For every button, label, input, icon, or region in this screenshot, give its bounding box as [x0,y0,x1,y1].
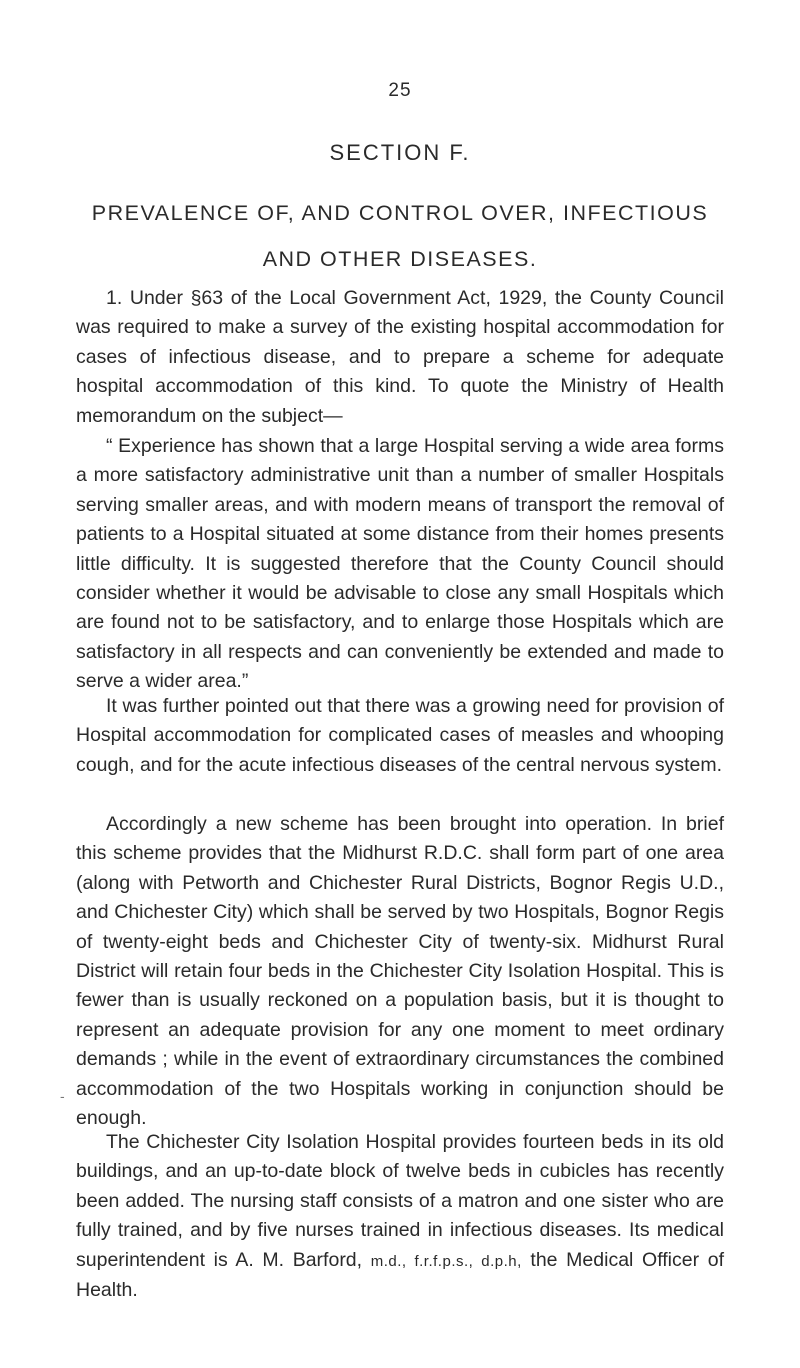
paragraph-5-degrees: m.d., f.r.f.p.s., d.p.h, [370,1252,522,1270]
margin-mark: - [60,1088,65,1104]
paragraph-2-quotation: “ Experience has shown that a large Hospital serving a wide area forms a more satisfactory administrative unit than a number of smaller Hospitals serving smaller areas, and with modern means of transport the removal of patients to a Hospital situated at some distance from their homes presents little difficulty. It is suggested therefore that the County Council should consider whether it would be advisable to close any small Hospitals which are found not to be satisfactory, and to enlarge those Hospitals which are satisfactory in all respects and can conveniently be extended and made to serve a wider area.” [76,435,724,693]
heading-line-2: AND OTHER DISEASES. [262,247,538,271]
paragraph-5-main: The Chichester City Isolation Hospital provides fourteen beds in its old buildings, and an up-to-date block of twelve beds in cubicles has recently been added. The nursing staff consists of a matron and one sister who are fully trained, and by five nurses trained in infectious diseases. Its medical superintendent is A. M. Barford, [76,1131,724,1271]
heading-line-1: PREVALENCE OF, AND CONTROL OVER, INFECTIOUS [91,201,709,225]
paragraph-3: It was further pointed out that there was a growing need for provision of Hospital accommodation for complicated cases of measles and whooping cough, and for the acute infectious diseases of the central nervous system. [76,695,724,776]
paragraph-5 [76,1128,724,1305]
section-title: SECTION F. [329,140,471,165]
paragraph-5-end: the Medical Officer of Health. [76,1248,725,1302]
paragraph-1: 1. Under §63 of the Local Government Act, 1929, the County Council was required to make a survey of the existing hospital accommodation for cases of infectious disease, and to prepare a scheme for adequate hospital accommodation of this kind. To quote the Ministry of Health memorandum on the subject— [76,287,724,427]
main-heading [75,190,725,282]
paragraph-4: Accordingly a new scheme has been brought into operation. In brief this scheme provides that the Midhurst R.D.C. shall form part of one area (along with Petworth and Chichester Rural Districts, Bognor Regis U.D., and Chichester City) which shall be served by two Hospitals, Bognor Regis of twenty-eight beds and Chichester City of twenty-six. Midhurst Rural District will retain four beds in the Chichester City Isolation Hospital. This is fewer than is usually reckoned on a population basis, but it is thought to represent an adequate provision for any one moment to meet ordinary demands ; while in the event of extraordinary circumstances the combined accommodation of the two Hospitals working in conjunction should be enough. [76,813,724,1130]
page-number: 25 [388,80,412,101]
